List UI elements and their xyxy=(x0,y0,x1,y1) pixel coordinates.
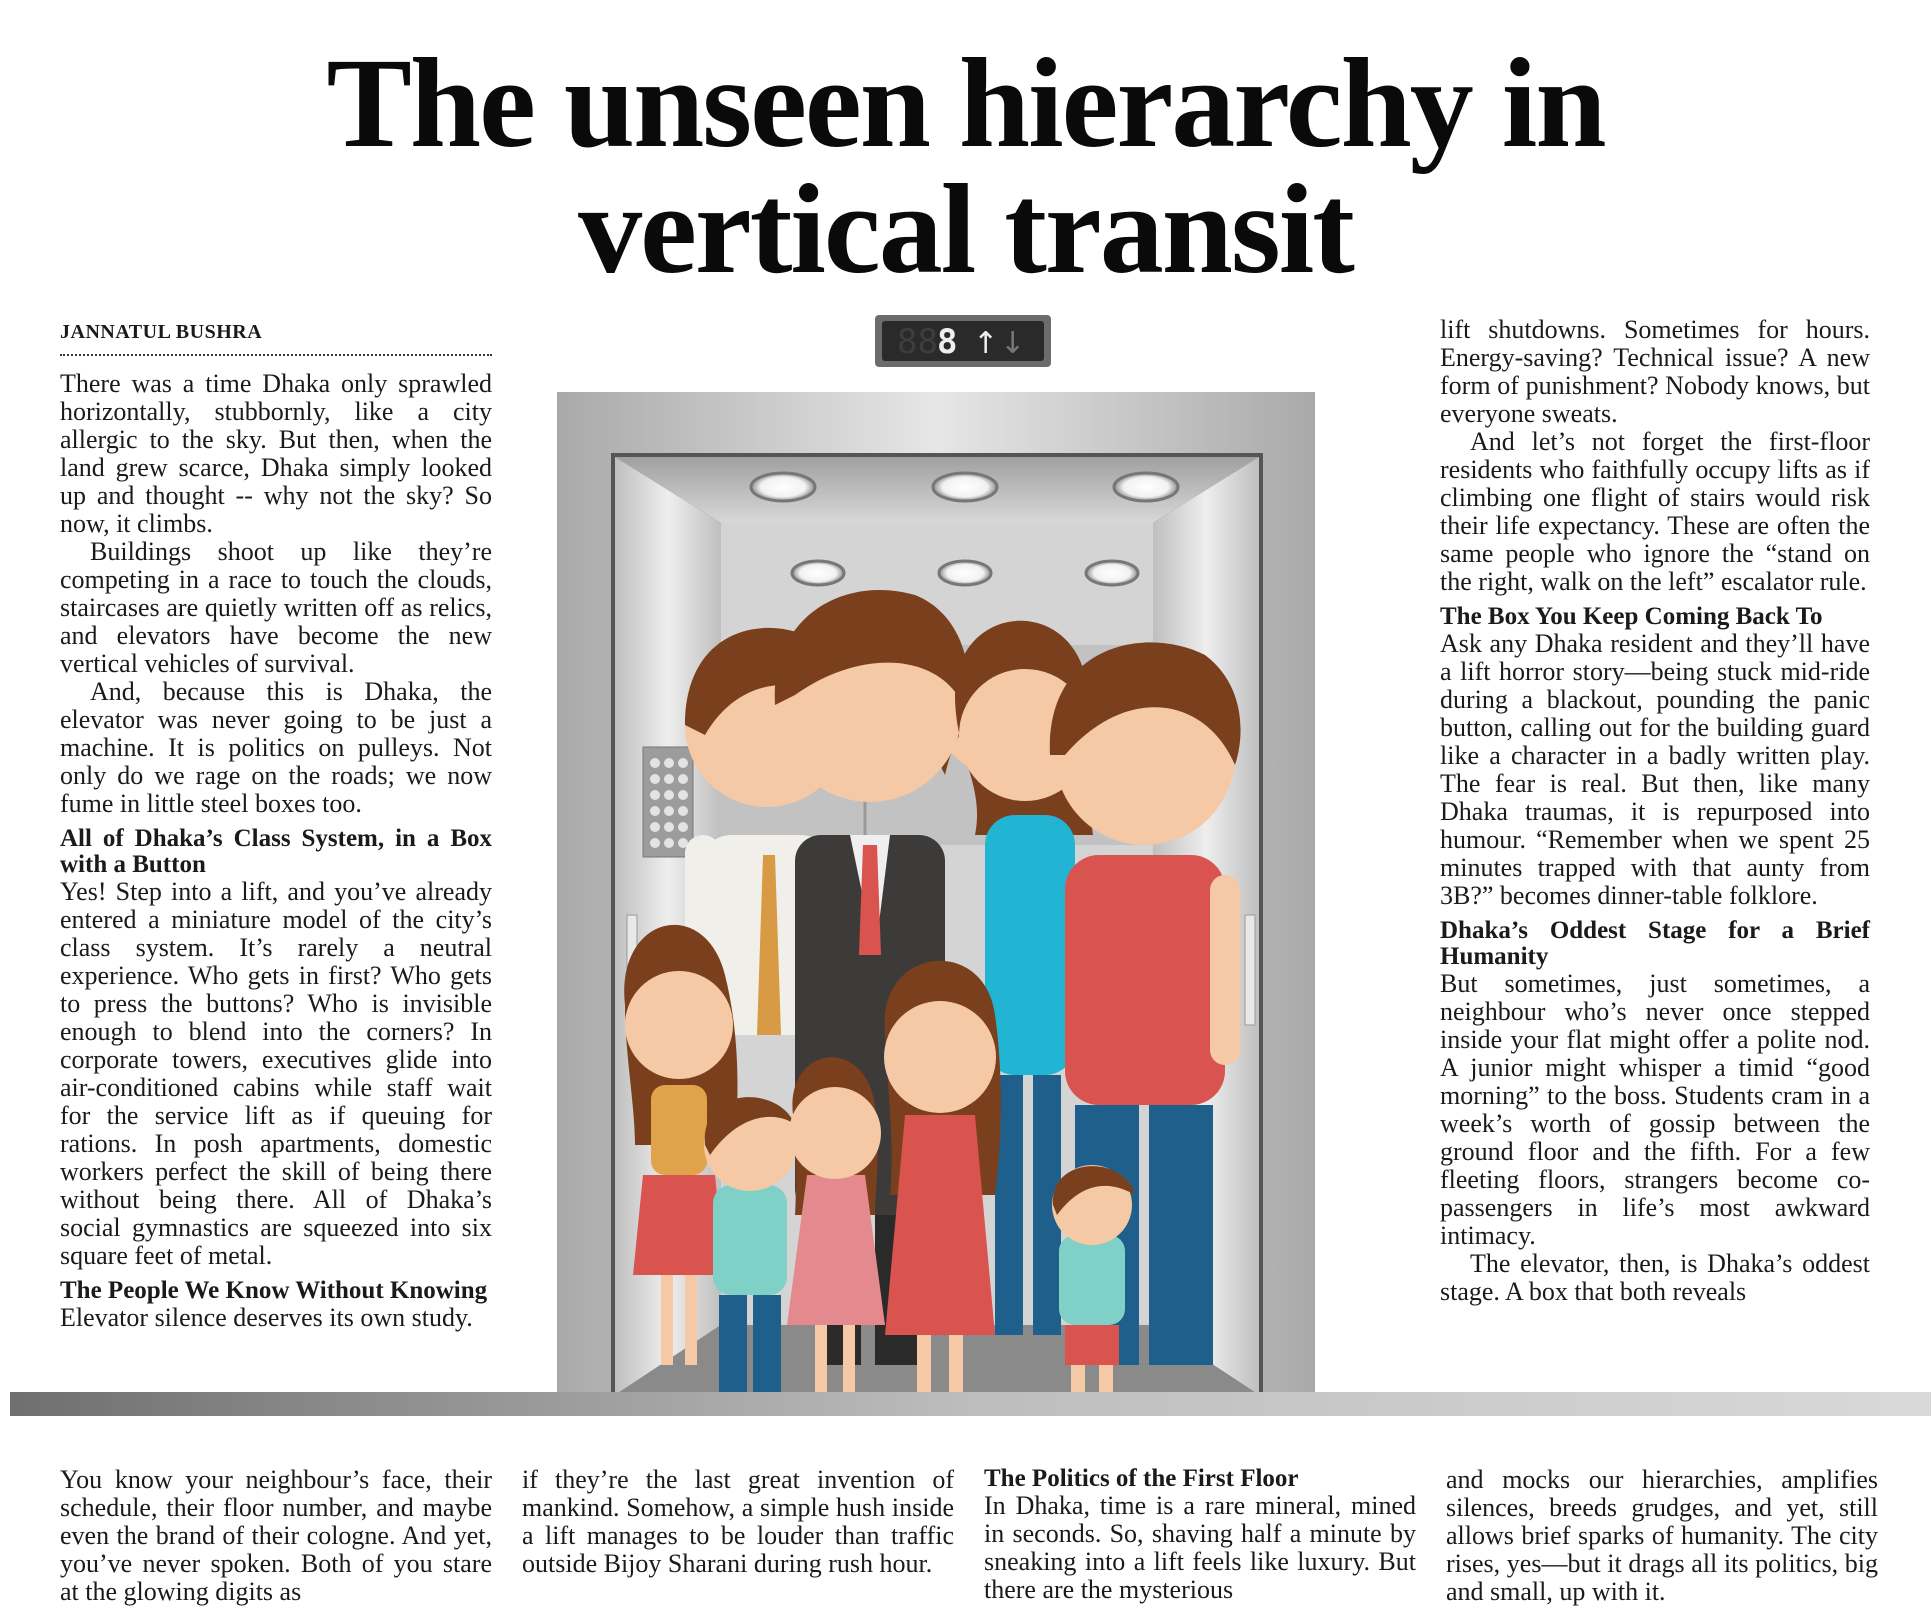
subheading: Dhaka’s Oddest Stage for a Brief Humanity xyxy=(1440,917,1870,970)
paragraph: Elevator silence deserves its own study. xyxy=(60,1303,473,1332)
paragraph: Buildings shoot up like they’re competing in a race to touch the clouds, staircases are quietly written off as relics, and elevators have become the new vertical vehicles of survival. xyxy=(60,537,492,678)
byline: JANNATUL BUSHRA xyxy=(60,318,492,356)
right-handrail xyxy=(1245,915,1255,1025)
paragraph: and mocks our hierarchies, amplifies silences, breeds grudges, and yet, still allows brief sparks of humanity. The city rises, yes—but it drags all its politics, big and small, up with it. xyxy=(1446,1465,1878,1606)
subheading: All of Dhaka’s Class System, in a Box with a Button xyxy=(60,825,492,878)
paragraph: Ask any Dhaka resident and they’ll have a lift horror story—being stuck mid-ride during a blackout, pounding the panic button, calling out for the building guard like a character in a badly written play. The fear is real. But then, like many Dhaka traumas, it is repurposed into humour. “Remember when we spent 25 minutes trapped with that aunty from 3B?” becomes dinner-table folklore. xyxy=(1440,629,1870,910)
bottom-column-1 xyxy=(60,1466,492,1606)
elevator-illustration xyxy=(545,315,1315,1395)
subheading: The People We Know Without Knowing xyxy=(60,1277,488,1304)
down-arrow-icon: ↓ xyxy=(1000,326,1026,361)
paragraph: Yes! Step into a lift, and you’ve already entered a miniature model of the city’s class system. It’s rarely a neutral experience. Who gets in first? Who gets to press the buttons? Who is invisible enough to blend into the corners? In corporate towers, executives glide into air-conditioned cabins while staff wait for the service lift as if queuing for rations. In posh apartments, domestic workers perfect the skill of being there without being there. All of Dhaka’s social gymnastics are squeezed into six square feet of metal. xyxy=(60,877,492,1270)
button-panel xyxy=(643,747,693,857)
paragraph: And, because this is Dhaka, the elevator was never going to be just a machine. It is politics on pulleys. Not only do we rage on the roads; we now fume in little steel boxes too. xyxy=(60,677,492,818)
headline xyxy=(0,32,1931,300)
bottom-column-2 xyxy=(522,1466,954,1578)
paragraph: There was a time Dhaka only sprawled horizontally, stubbornly, like a city allergic to the sky. But then, when the land grew scarce, Dhaka simply looked up and thought -- why not the sky? So now, it climbs. xyxy=(60,369,492,538)
headline-line-2: vertical transit xyxy=(578,158,1353,300)
paragraph: But sometimes, just sometimes, a neighbour who’s never once stepped inside your flat might offer a polite nod. A junior might whisper a timid “good morning” to the boss. Students cram in a week’s worth of gossip between the ground floor and the fifth. For a few fleeting floors, strangers become co-passengers in life’s most awkward intimacy. xyxy=(1440,969,1870,1250)
display-digits: 88 xyxy=(897,322,938,362)
paragraph: And let’s not forget the first-floor residents who faithfully occupy lifts as if climbing one flight of stairs would risk their life expectancy. These are often the same people who ignore the “stand on the right, walk on the left” escalator rule. xyxy=(1440,427,1870,596)
top-left-column xyxy=(60,318,492,1332)
bottom-column-3 xyxy=(984,1466,1416,1604)
paragraph: lift shutdowns. Sometimes for hours. Energy-saving? Technical issue? A new form of punishment? Nobody knows, but everyone sweats. xyxy=(1440,315,1870,428)
bottom-column-4 xyxy=(1446,1466,1878,1606)
floor-display xyxy=(875,315,1051,367)
passenger-girl-red-dress xyxy=(884,961,1001,1395)
subheading: The Box You Keep Coming Back To xyxy=(1440,603,1823,630)
top-right-column xyxy=(1440,316,1870,1306)
section-divider xyxy=(10,1392,1931,1416)
up-arrow-icon: ↑ xyxy=(973,326,999,361)
headline-line-1: The unseen hierarchy in xyxy=(326,32,1605,174)
paragraph: The elevator, then, is Dhaka’s oddest stage. A box that both reveals xyxy=(1440,1249,1870,1306)
subheading: The Politics of the First Floor xyxy=(984,1465,1299,1492)
paragraph: if they’re the last great invention of mankind. Somehow, a simple hush inside a lift manages to be louder than traffic outside Bijoy Sharani during rush hour. xyxy=(522,1465,954,1578)
paragraph: You know your neighbour’s face, their schedule, their floor number, and maybe even the brand of their cologne. And yet, you’ve never spoken. Both of you stare at the glowing digits as xyxy=(60,1465,492,1606)
display-floor: 8 xyxy=(937,322,958,362)
paragraph: In Dhaka, time is a rare mineral, mined in seconds. So, shaving half a minute by sneaking into a lift feels like luxury. But there are the mysterious xyxy=(984,1491,1416,1604)
